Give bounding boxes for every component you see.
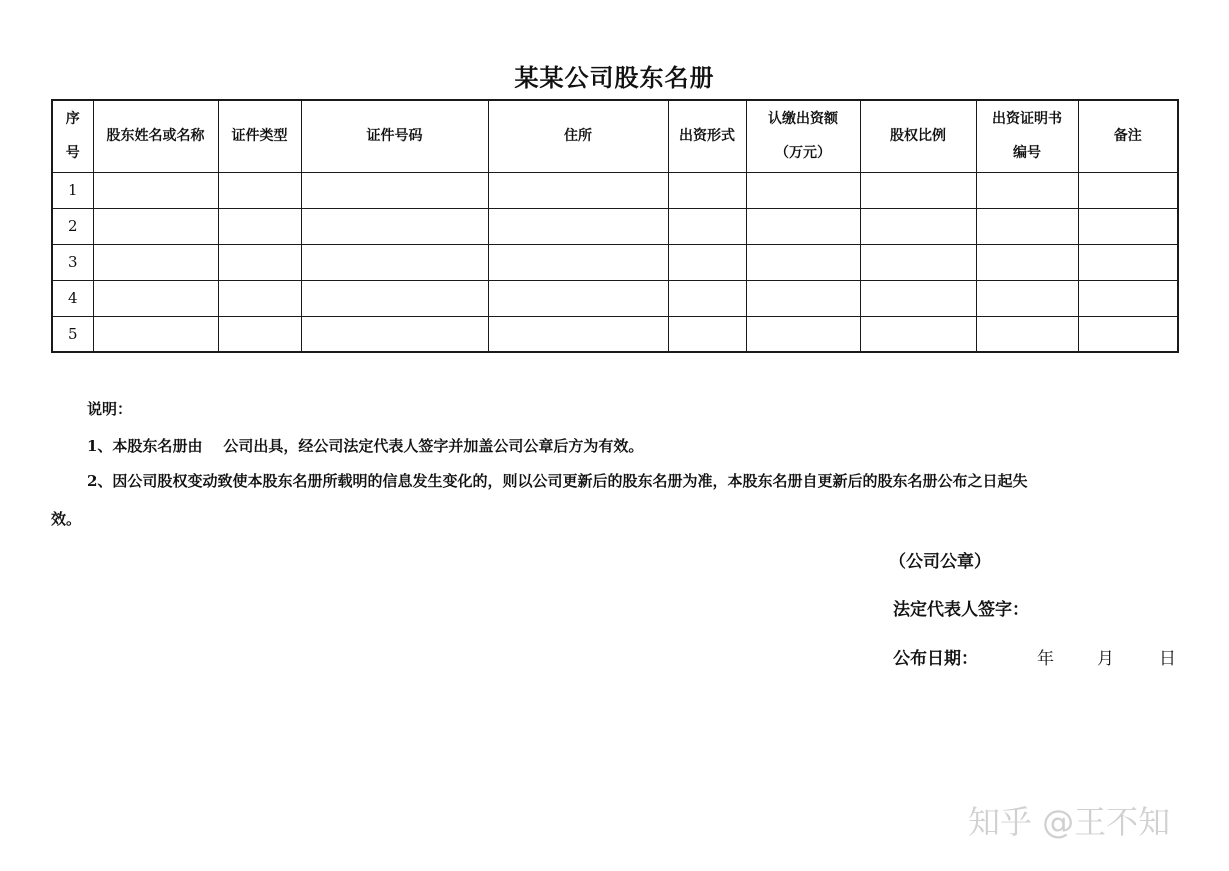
- table-cell: [301, 172, 488, 208]
- table-cell: [301, 244, 488, 280]
- table-cell: [860, 280, 976, 316]
- table-cell: [976, 244, 1078, 280]
- table-cell: [746, 172, 860, 208]
- table-row: [52, 280, 1178, 316]
- table-row: [52, 244, 1178, 280]
- row-index: 3: [52, 244, 93, 280]
- row-index: 2: [52, 208, 93, 244]
- table-cell: [488, 208, 668, 244]
- table-header-row: [52, 100, 1178, 172]
- header-cell-subscribed-capital: 认缴出资额 （万元）: [746, 100, 860, 172]
- table-cell: [1078, 208, 1178, 244]
- note-item-1: 1、本股东名册由 公司出具，经公司法定代表人签字并加盖公司公章后方为有效。: [87, 437, 644, 455]
- table-cell: [488, 280, 668, 316]
- table-cell: [668, 172, 746, 208]
- table-cell: [860, 172, 976, 208]
- table-cell: [746, 316, 860, 352]
- company-seal-label: （公司公章）: [889, 552, 991, 572]
- table-row: [52, 316, 1178, 352]
- table-cell: [301, 280, 488, 316]
- row-index: 5: [52, 316, 93, 352]
- row-index: 4: [52, 280, 93, 316]
- table-row: [52, 172, 1178, 208]
- table-cell: [93, 280, 218, 316]
- table-cell: [668, 208, 746, 244]
- table-cell: [218, 172, 301, 208]
- table-cell: [746, 244, 860, 280]
- header-cell-contribution-form: 出资形式: [668, 100, 746, 172]
- table-cell: [1078, 172, 1178, 208]
- header-cell-name: 股东姓名或名称: [93, 100, 218, 172]
- document-title: 某某公司股东名册: [514, 63, 715, 92]
- table-cell: [1078, 244, 1178, 280]
- table-cell: [218, 244, 301, 280]
- table-cell: [668, 244, 746, 280]
- publish-date-label: 公布日期：: [893, 649, 978, 669]
- table-cell: [93, 208, 218, 244]
- table-cell: [746, 208, 860, 244]
- table-cell: [668, 280, 746, 316]
- header-cell-id-type: 证件类型: [218, 100, 301, 172]
- note-item-2-line-2: 效。: [51, 510, 82, 528]
- header-cell-certificate-no: 出资证明书 编号: [976, 100, 1078, 172]
- table-cell: [218, 280, 301, 316]
- table-cell: [218, 208, 301, 244]
- table-cell: [488, 316, 668, 352]
- legal-representative-signature-label: 法定代表人签字：: [893, 600, 1029, 620]
- date-month-unit: 月: [1097, 649, 1114, 669]
- date-year-unit: 年: [1037, 649, 1054, 669]
- table-cell: [976, 280, 1078, 316]
- table-cell: [301, 208, 488, 244]
- note-item-2-line-1: 2、因公司股权变动致使本股东名册所载明的信息发生变化的，则以公司更新后的股东名册为准，本股东名册自更新后的股东名册公布之日起失: [87, 472, 1028, 490]
- table-cell: [976, 208, 1078, 244]
- date-day-unit: 日: [1159, 649, 1176, 669]
- table-cell: [93, 244, 218, 280]
- notes-heading: 说明：: [87, 400, 133, 418]
- header-cell-remarks: 备注: [1078, 100, 1178, 172]
- table-cell: [860, 244, 976, 280]
- table-row: [52, 208, 1178, 244]
- header-cell-id-number: 证件号码: [301, 100, 488, 172]
- table-cell: [218, 316, 301, 352]
- table-cell: [488, 244, 668, 280]
- table-cell: [976, 172, 1078, 208]
- header-cell-address: 住所: [488, 100, 668, 172]
- header-cell-equity-ratio: 股权比例: [860, 100, 976, 172]
- row-index: 1: [52, 172, 93, 208]
- shareholder-table: [51, 99, 1179, 353]
- table-cell: [1078, 316, 1178, 352]
- table-cell: [301, 316, 488, 352]
- table-cell: [488, 172, 668, 208]
- table-cell: [976, 316, 1078, 352]
- table-cell: [93, 172, 218, 208]
- table-cell: [860, 208, 976, 244]
- table-cell: [860, 316, 976, 352]
- table-cell: [746, 280, 860, 316]
- table-cell: [93, 316, 218, 352]
- table-cell: [668, 316, 746, 352]
- header-cell-index: 序 号: [52, 100, 93, 172]
- table-cell: [1078, 280, 1178, 316]
- watermark-text: 知乎 @王不知: [968, 803, 1171, 841]
